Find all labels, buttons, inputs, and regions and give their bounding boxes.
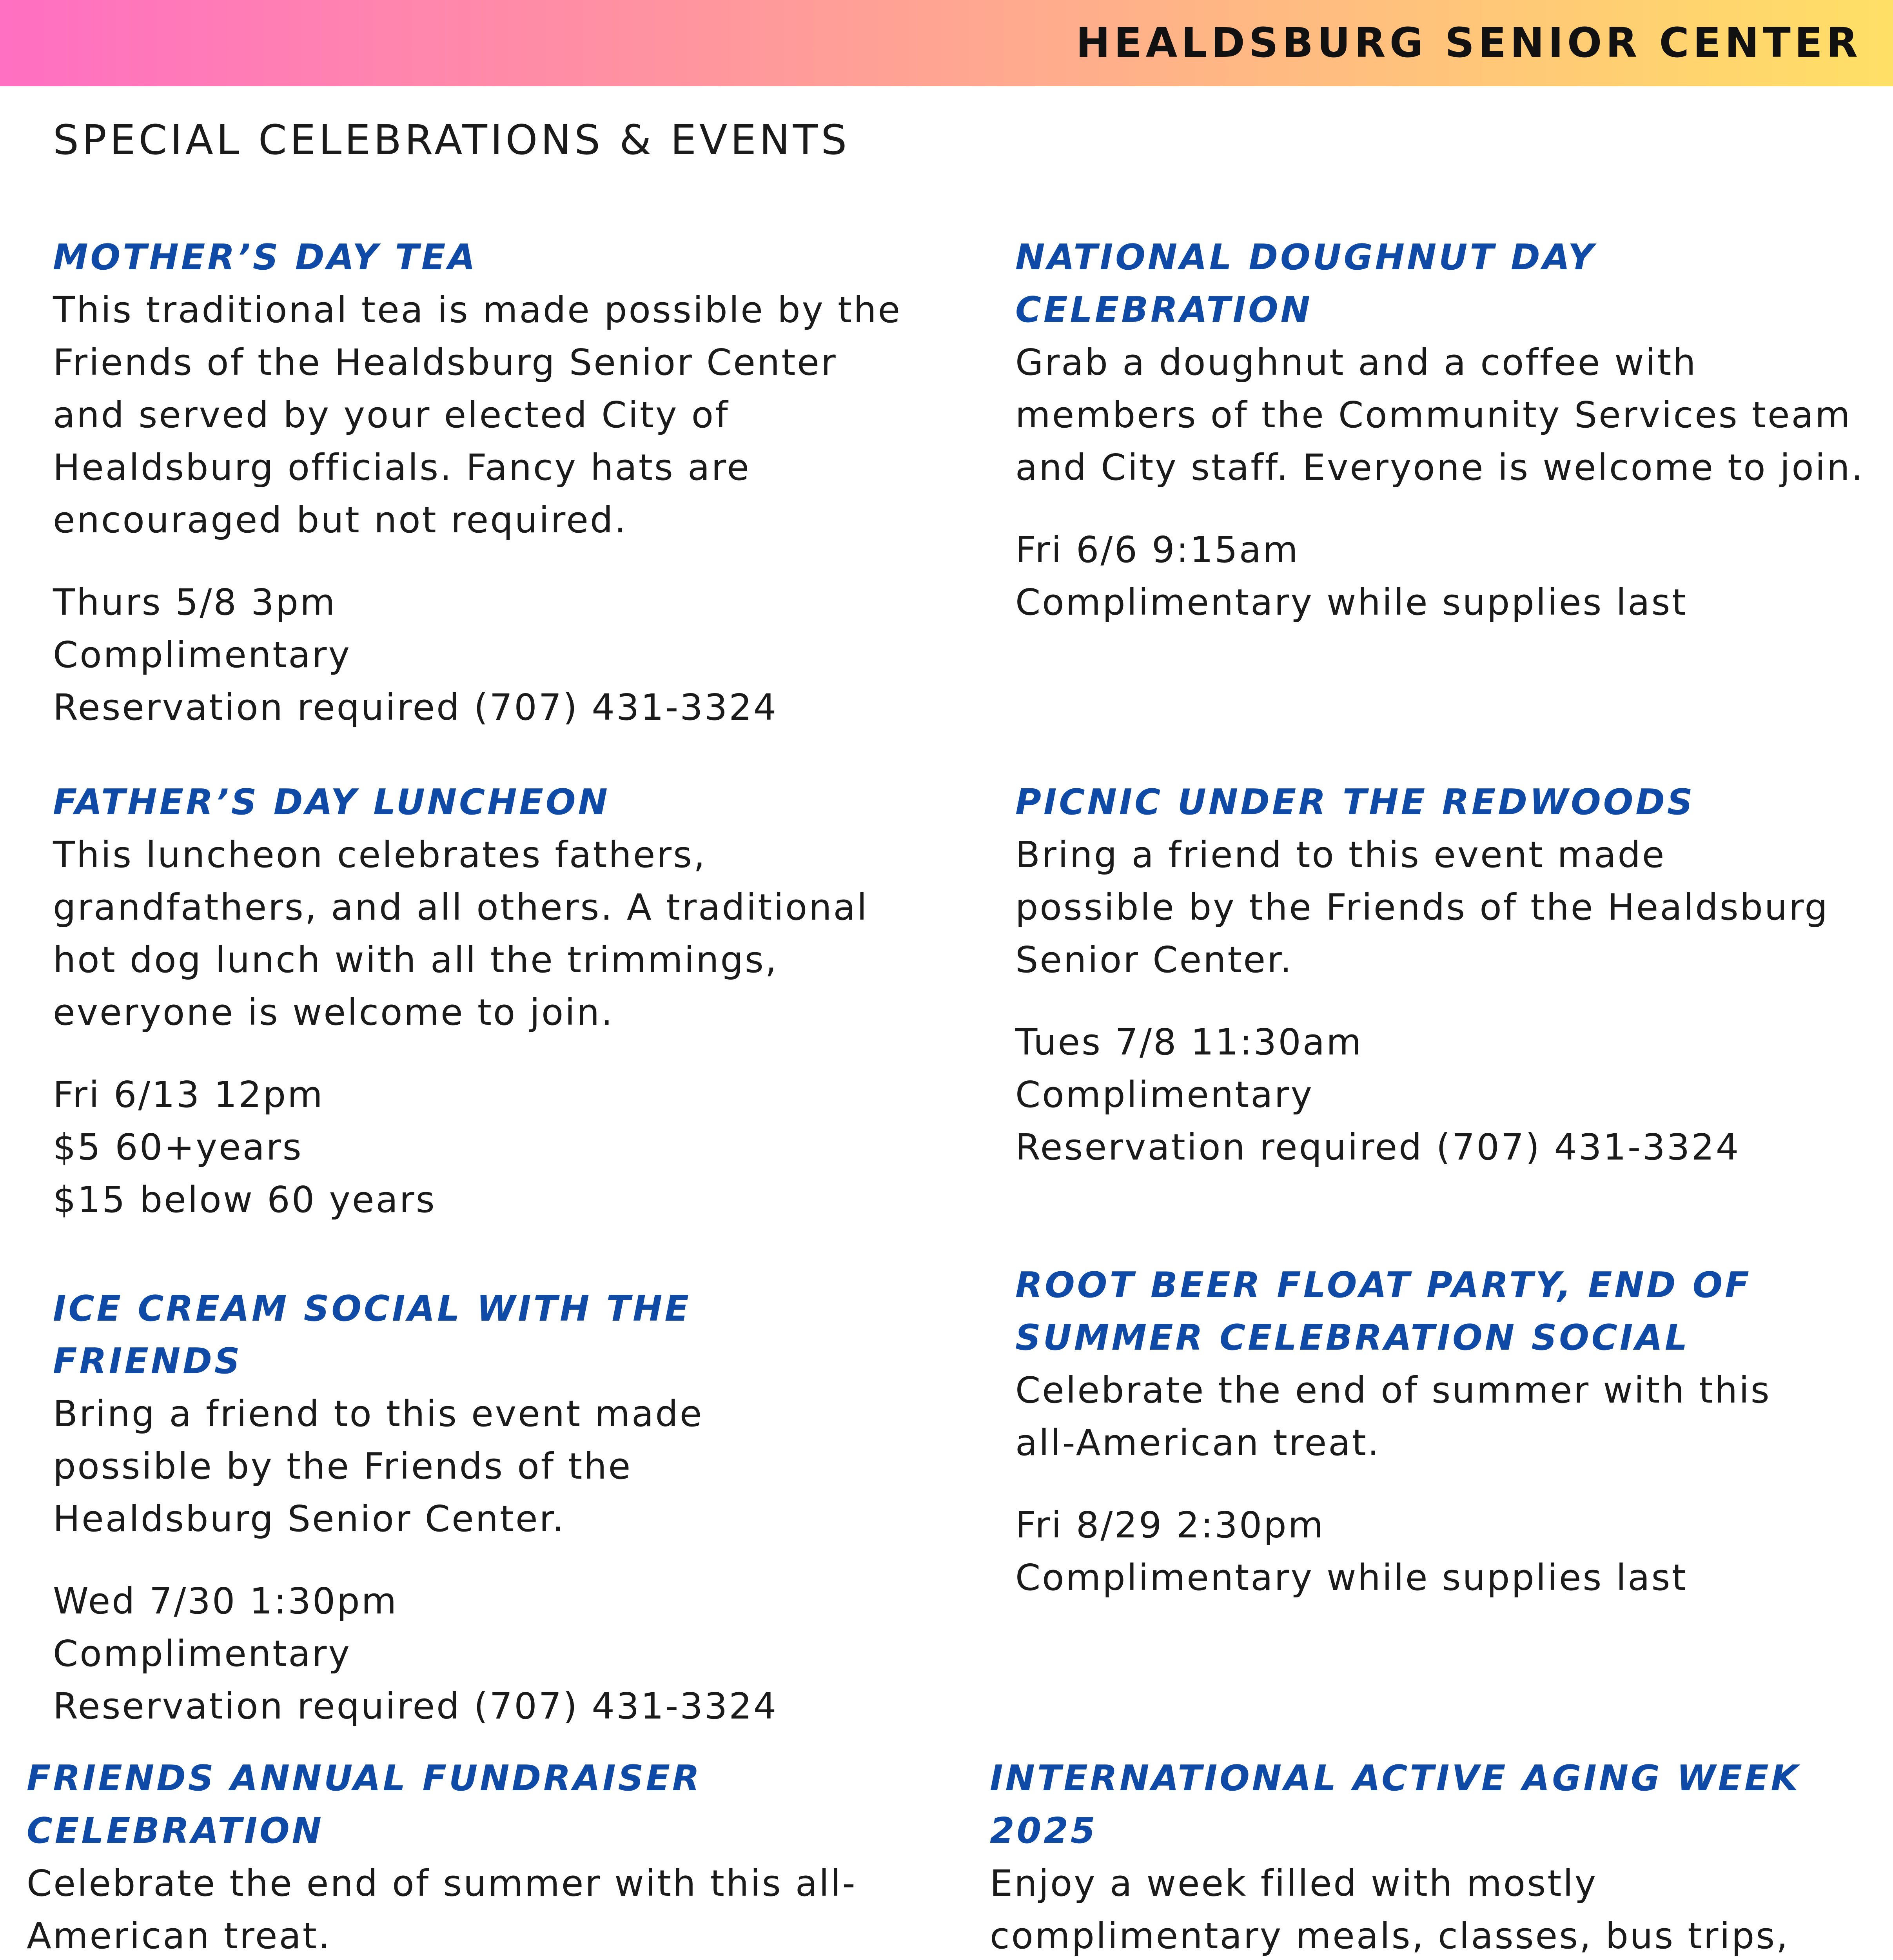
event-mothers-day-tea [53, 231, 907, 734]
event-description: Bring a friend to this event made possible by the Friends of the Healdsburg Senior Center. [53, 1393, 704, 1540]
event-date: Fri 8/29 2:30pm [1015, 1504, 1325, 1546]
event-title: FRIENDS ANNUAL FUNDRAISER CELEBRATION [27, 1758, 702, 1851]
section-title: SPECIAL CELEBRATIONS & EVENTS [53, 116, 850, 164]
header-title: HEALDSBURG SENIOR CENTER [1076, 19, 1862, 67]
event-price: $5 60+years [53, 1126, 303, 1168]
event-price: Complimentary while supplies last [1015, 1557, 1688, 1599]
event-fathers-day-luncheon [53, 776, 915, 1226]
event-date: Fri 6/13 12pm [53, 1074, 324, 1116]
event-international-active-aging-week [990, 1752, 1876, 1960]
event-description: This traditional tea is made possible by the Friends of the Healdsburg Senior Center and served by your elected City of Healdsburg officials. Fancy hats are encouraged but not required. [53, 289, 902, 541]
event-title: MOTHER’S DAY TEA [53, 237, 477, 278]
event-details [1015, 1499, 1839, 1604]
event-title: FATHER’S DAY LUNCHEON [53, 782, 610, 823]
event-reservation: Reservation required (707) 431-3324 [53, 1685, 778, 1727]
event-description: Celebrate the end of summer with this all-American treat. [27, 1862, 857, 1957]
event-description: Bring a friend to this event made possible by the Friends of the Healdsburg Senior Center. [1015, 834, 1829, 981]
event-root-beer-float-party [1015, 1259, 1839, 1604]
event-details [53, 1575, 837, 1733]
event-details [53, 1069, 915, 1226]
event-date: Fri 6/6 9:15am [1015, 529, 1300, 571]
event-picnic-under-the-redwoods [1015, 776, 1831, 1174]
event-details [53, 576, 907, 734]
event-description: Grab a doughnut and a coffee with members of the Community Services team and City staff. Everyone is welcome to join. [1015, 341, 1864, 488]
event-friends-annual-fundraiser [27, 1752, 905, 1960]
event-price: Complimentary [53, 634, 351, 676]
event-national-doughnut-day [1015, 231, 1870, 629]
event-date: Wed 7/30 1:30pm [53, 1580, 398, 1622]
event-reservation: Reservation required (707) 431-3324 [1015, 1126, 1741, 1168]
event-date: Thurs 5/8 3pm [53, 581, 337, 623]
event-title: ROOT BEER FLOAT PARTY, END OF SUMMER CELEBRATION SOCIAL [1015, 1265, 1751, 1358]
event-description: Enjoy a week filled with mostly complimentary meals, classes, bus trips, [990, 1862, 1790, 1957]
event-title: NATIONAL DOUGHNUT DAY CELEBRATION [1015, 237, 1596, 330]
event-ice-cream-social [53, 1283, 837, 1733]
event-title: PICNIC UNDER THE REDWOODS [1015, 782, 1695, 823]
event-price: Complimentary [1015, 1074, 1314, 1116]
event-price: Complimentary [53, 1633, 351, 1675]
event-details [1015, 524, 1870, 629]
event-price: Complimentary while supplies last [1015, 581, 1688, 623]
event-description: This luncheon celebrates fathers, grandfathers, and all others. A traditional hot dog lunch with all the trimmings, everyone is welcome to join. [53, 834, 869, 1033]
event-price: $15 below 60 years [53, 1179, 436, 1221]
event-date: Tues 7/8 11:30am [1015, 1021, 1363, 1063]
event-details [1015, 1016, 1831, 1174]
event-title: ICE CREAM SOCIAL WITH THE FRIENDS [53, 1288, 691, 1382]
event-description: Celebrate the end of summer with this all-American treat. [1015, 1369, 1771, 1464]
event-reservation: Reservation required (707) 431-3324 [53, 686, 778, 728]
event-title: INTERNATIONAL ACTIVE AGING WEEK 2025 [990, 1758, 1801, 1851]
